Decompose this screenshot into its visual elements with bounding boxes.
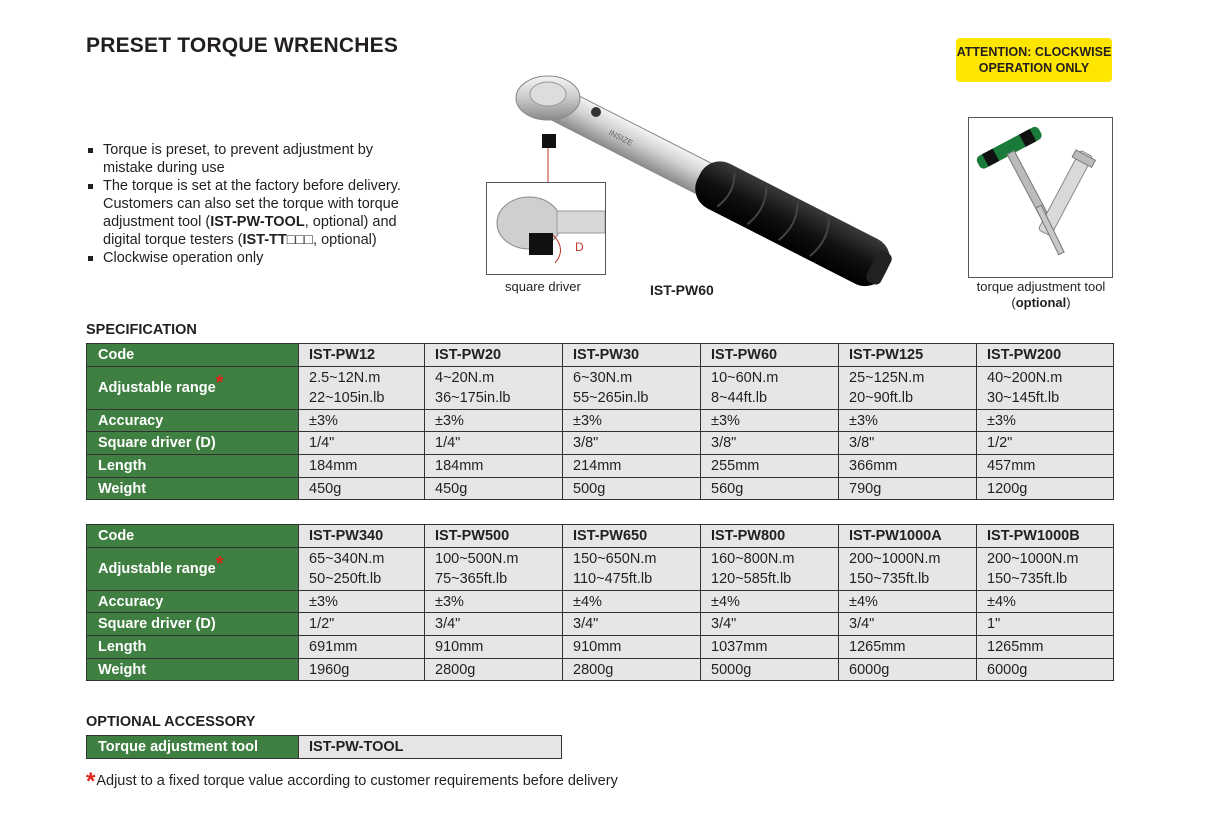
row-header-label: Length (98, 457, 147, 474)
square-driver-cell: 3/8" (563, 432, 701, 455)
weight-cell: 1200g (977, 477, 1114, 500)
spec-row-adjustable-range (87, 366, 1114, 409)
accuracy-cell: ±3% (299, 590, 425, 613)
square-driver-icon (487, 183, 605, 274)
row-header-accuracy (87, 590, 299, 613)
feature-bullet (86, 177, 446, 249)
length-cell: 1037mm (701, 636, 839, 659)
bullet-text: Torque is preset, to prevent adjustment by (103, 142, 374, 158)
code-cell: IST-PW1000B (977, 525, 1114, 548)
accuracy-cell: ±3% (425, 409, 563, 432)
square-driver-cell: 1" (977, 613, 1114, 636)
tool-caption-optional: optional (1015, 294, 1067, 310)
spec-row-length (87, 636, 1114, 659)
length-cell: 691mm (299, 636, 425, 659)
range-metric: 25~125N.m (849, 369, 925, 386)
range-cell (425, 547, 563, 590)
length-cell: 366mm (839, 455, 977, 478)
row-header-accuracy (87, 409, 299, 432)
accessory-label: Torque adjustment tool (87, 736, 299, 759)
product-code-ref: IST-PW-TOOL (210, 214, 305, 230)
tool-image-box (968, 117, 1113, 278)
range-metric: 10~60N.m (711, 369, 779, 386)
accuracy-cell: ±3% (299, 409, 425, 432)
range-metric: 2.5~12N.m (309, 369, 381, 386)
code-cell: IST-PW340 (299, 525, 425, 548)
length-cell: 910mm (425, 636, 563, 659)
range-cell (563, 547, 701, 590)
code-cell: IST-PW60 (701, 344, 839, 367)
square-driver-cell: 1/2" (977, 432, 1114, 455)
square-driver-cell: 1/2" (299, 613, 425, 636)
square-driver-cell: 1/4" (299, 432, 425, 455)
length-cell: 1265mm (977, 636, 1114, 659)
accessory-table (86, 735, 562, 759)
square-driver-cell: 3/4" (839, 613, 977, 636)
bullet-text: , optional) and (304, 214, 397, 230)
row-header-label: Square driver (D) (98, 435, 216, 452)
code-cell: IST-PW30 (563, 344, 701, 367)
feature-bullet (86, 249, 446, 267)
weight-cell: 1960g (299, 658, 425, 681)
tool-caption-text: torque adjustment tool (976, 279, 1106, 294)
range-cell (563, 366, 701, 409)
row-header-adjustable-range (87, 366, 299, 409)
code-cell: IST-PW800 (701, 525, 839, 548)
row-header-label: Accuracy (98, 593, 164, 610)
range-imperial: 50~250ft.lb (309, 570, 382, 587)
spec-row-square-driver (87, 613, 1114, 636)
footnote-text: Adjust to a fixed torque value according to customer requirements before delivery (96, 773, 618, 789)
dimension-label: D (575, 240, 584, 254)
spec-table-1 (86, 343, 1114, 500)
weight-cell: 6000g (839, 658, 977, 681)
accuracy-cell: ±3% (977, 409, 1114, 432)
code-cell: IST-PW20 (425, 344, 563, 367)
accuracy-cell: ±3% (839, 409, 977, 432)
bullet-text: Customers can also set the torque with torque (103, 196, 399, 212)
row-header-adjustable-range (87, 547, 299, 590)
wrench-brand-text: INSIZE (607, 127, 635, 148)
range-cell (839, 366, 977, 409)
range-imperial: 20~90ft.lb (849, 389, 914, 406)
code-cell: IST-PW650 (563, 525, 701, 548)
weight-cell: 450g (425, 477, 563, 500)
page-title: PRESET TORQUE WRENCHES (86, 34, 399, 57)
bullet-text: digital torque testers ( (103, 232, 243, 248)
range-imperial: 150~735ft.lb (849, 570, 930, 587)
spec-row-adjustable-range (87, 547, 1114, 590)
length-cell: 457mm (977, 455, 1114, 478)
range-cell (701, 547, 839, 590)
accuracy-cell: ±4% (839, 590, 977, 613)
row-header-code (87, 344, 299, 367)
asterisk-marker: * (215, 371, 224, 394)
bullet-text: , optional) (313, 232, 377, 248)
accuracy-cell: ±4% (701, 590, 839, 613)
range-imperial: 8~44ft.lb (711, 389, 768, 406)
row-header-label: Adjustable range (98, 379, 216, 396)
spec-row-weight (87, 477, 1114, 500)
row-header-label: Code (98, 527, 135, 544)
row-header-label: Weight (98, 480, 147, 497)
range-imperial: 150~735ft.lb (987, 570, 1068, 587)
accuracy-cell: ±4% (977, 590, 1114, 613)
spec-row-square-driver (87, 432, 1114, 455)
range-cell (977, 547, 1114, 590)
range-metric: 6~30N.m (573, 369, 633, 386)
length-cell: 910mm (563, 636, 701, 659)
range-imperial: 75~365ft.lb (435, 570, 508, 587)
spec-table-2 (86, 524, 1114, 681)
accuracy-cell: ±3% (701, 409, 839, 432)
range-metric: 160~800N.m (711, 550, 795, 567)
range-imperial: 55~265in.lb (573, 389, 649, 406)
row-header-label: Accuracy (98, 412, 164, 429)
feature-bullet (86, 141, 446, 177)
range-cell (425, 366, 563, 409)
attention-badge: ATTENTION: CLOCKWISE OPERATION ONLY (956, 38, 1112, 82)
square-driver-cell: 3/8" (839, 432, 977, 455)
asterisk-marker: * (215, 552, 224, 575)
spec-row-accuracy (87, 590, 1114, 613)
square-driver-cell: 3/4" (701, 613, 839, 636)
weight-cell: 6000g (977, 658, 1114, 681)
square-driver-cell: 3/4" (425, 613, 563, 636)
spec-row-code (87, 525, 1114, 548)
range-cell (977, 366, 1114, 409)
row-header-label: Adjustable range (98, 560, 216, 577)
square-driver-inset (486, 182, 606, 275)
spec-row-code (87, 344, 1114, 367)
range-imperial: 30~145ft.lb (987, 389, 1060, 406)
range-imperial: 36~175in.lb (435, 389, 511, 406)
length-cell: 214mm (563, 455, 701, 478)
square-driver-cell: 3/8" (701, 432, 839, 455)
weight-cell: 5000g (701, 658, 839, 681)
tool-caption-paren-open: ( (1011, 294, 1016, 310)
accuracy-cell: ±3% (563, 409, 701, 432)
length-cell: 255mm (701, 455, 839, 478)
range-cell (701, 366, 839, 409)
accessory-heading: OPTIONAL ACCESSORY (86, 714, 256, 730)
tool-caption-paren-close: ) (1066, 294, 1071, 310)
product-code-ref: IST-TT□□□ (242, 232, 314, 248)
accessory-row (87, 736, 562, 759)
length-cell: 1265mm (839, 636, 977, 659)
weight-cell: 560g (701, 477, 839, 500)
length-cell: 184mm (425, 455, 563, 478)
range-metric: 200~1000N.m (849, 550, 941, 567)
square-driver-cell: 1/4" (425, 432, 563, 455)
range-metric: 4~20N.m (435, 369, 495, 386)
range-metric: 150~650N.m (573, 550, 657, 567)
code-cell: IST-PW500 (425, 525, 563, 548)
row-header-code (87, 525, 299, 548)
row-header-length (87, 636, 299, 659)
range-cell (299, 547, 425, 590)
accessory-code: IST-PW-TOOL (299, 736, 562, 759)
specification-heading: SPECIFICATION (86, 322, 197, 338)
length-cell: 184mm (299, 455, 425, 478)
row-header-square-driver (87, 432, 299, 455)
accuracy-cell: ±3% (425, 590, 563, 613)
weight-cell: 450g (299, 477, 425, 500)
row-header-weight (87, 658, 299, 681)
range-metric: 40~200N.m (987, 369, 1063, 386)
spec-row-length (87, 455, 1114, 478)
row-header-label: Length (98, 638, 147, 655)
footnote-star: * (86, 768, 96, 795)
square-driver-caption: square driver (505, 279, 581, 294)
code-cell: IST-PW125 (839, 344, 977, 367)
code-cell: IST-PW1000A (839, 525, 977, 548)
torque-adjustment-tool-icon (969, 118, 1112, 277)
code-cell: IST-PW200 (977, 344, 1114, 367)
feature-list (86, 141, 446, 267)
weight-cell: 2800g (563, 658, 701, 681)
row-header-label: Weight (98, 661, 147, 678)
bullet-text: The torque is set at the factory before delivery. (103, 178, 401, 194)
weight-cell: 2800g (425, 658, 563, 681)
range-metric: 200~1000N.m (987, 550, 1079, 567)
bullet-text: mistake during use (103, 160, 225, 176)
weight-cell: 790g (839, 477, 977, 500)
row-header-label: Code (98, 346, 135, 363)
row-header-square-driver (87, 613, 299, 636)
row-header-weight (87, 477, 299, 500)
bullet-text: adjustment tool ( (103, 214, 211, 230)
weight-cell: 500g (563, 477, 701, 500)
range-cell (839, 547, 977, 590)
spec-row-weight (87, 658, 1114, 681)
code-cell: IST-PW12 (299, 344, 425, 367)
spec-row-accuracy (87, 409, 1114, 432)
range-cell (299, 366, 425, 409)
range-imperial: 120~585ft.lb (711, 570, 792, 587)
range-imperial: 110~475ft.lb (573, 570, 653, 587)
tool-caption (966, 279, 1116, 310)
footnote (86, 768, 618, 796)
bullet-text: Clockwise operation only (103, 250, 264, 266)
row-header-label: Square driver (D) (98, 616, 216, 633)
range-imperial: 22~105in.lb (309, 389, 385, 406)
accuracy-cell: ±4% (563, 590, 701, 613)
range-metric: 100~500N.m (435, 550, 519, 567)
model-caption: IST-PW60 (650, 282, 714, 298)
range-metric: 65~340N.m (309, 550, 385, 567)
square-driver-cell: 3/4" (563, 613, 701, 636)
row-header-length (87, 455, 299, 478)
